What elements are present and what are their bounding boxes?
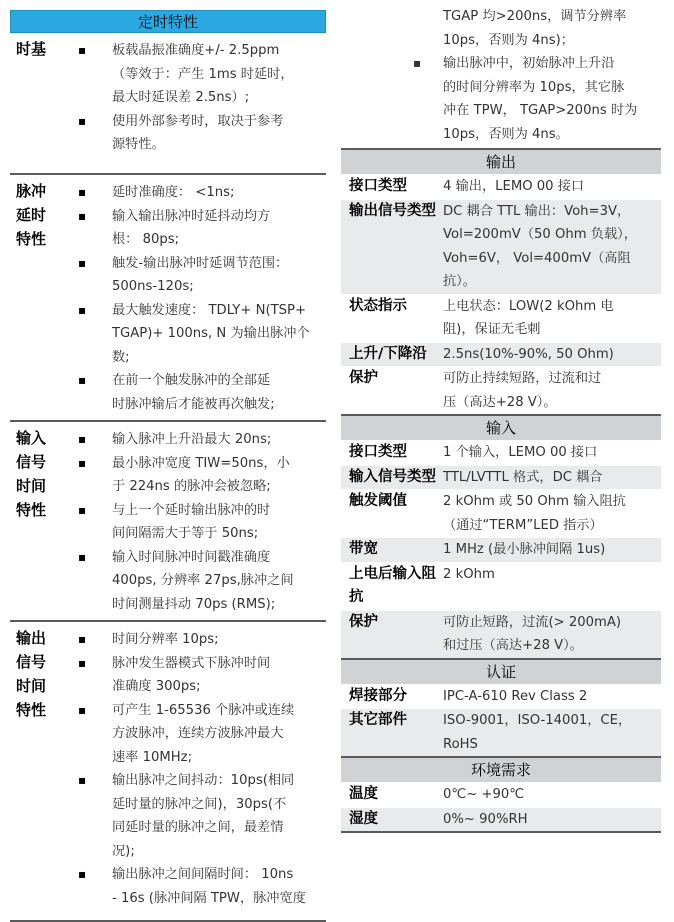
io-spec-table xyxy=(341,150,661,833)
spec-row xyxy=(341,441,661,466)
spec-item-line: ▪ 触发-输出脉冲时延调节范围： xyxy=(112,252,326,276)
section-label: 输入信号时间特性 xyxy=(16,429,47,519)
spec-item-line: 数; xyxy=(112,349,130,365)
spec-value xyxy=(443,490,661,537)
spec-section xyxy=(10,175,326,422)
section-label: 时基 xyxy=(16,40,47,58)
spec-key: 保护 xyxy=(349,613,378,630)
spec-value xyxy=(443,295,661,342)
spec-value xyxy=(443,441,661,465)
group-heading: 认证 xyxy=(341,660,661,685)
spec-value-line: 2 kOhm 或 50 Ohm 输入阻抗 xyxy=(443,494,626,509)
spec-section xyxy=(10,622,326,922)
spec-list xyxy=(10,175,326,420)
spec-key: 接口类型 xyxy=(349,178,407,194)
spec-key: 输入信号类型 xyxy=(349,468,436,485)
spec-value xyxy=(443,538,661,562)
spec-row xyxy=(341,563,661,611)
spec-item-line: ▪ 脉冲发生器模式下脉冲时间 xyxy=(112,652,326,676)
spec-value-line: 压（高达+28 V）。 xyxy=(443,394,557,410)
spec-value-line: TTL/LVTTL 格式，DC 耦合 xyxy=(443,469,603,485)
spec-item-line: ▪ 时间分辨率 10ps; xyxy=(112,628,326,652)
spec-value xyxy=(443,175,661,199)
spec-value xyxy=(443,808,661,832)
group-heading: 输入 xyxy=(341,416,661,441)
spec-value-line: 上电状态：LOW(2 kOhm 电 xyxy=(443,298,614,314)
spec-value-line: 1 MHz (最小脉冲间隔 1us) xyxy=(443,542,606,557)
spec-row xyxy=(341,808,661,834)
group-heading: 环境需求 xyxy=(341,758,661,783)
spec-item-line: ▪ 延时准确度： <1ns; xyxy=(112,181,326,205)
spec-row xyxy=(341,295,661,343)
spec-row xyxy=(341,466,661,491)
spec-item-line: 于 224ns 的脉冲会被忽略; xyxy=(112,479,271,494)
spec-key: 湿度 xyxy=(349,810,378,827)
spec-item-line: ▪ 输入输出脉冲时延抖动均方 xyxy=(112,205,326,229)
spec-value xyxy=(443,200,661,294)
spec-key: 焊接部分 xyxy=(349,687,407,704)
spec-item-line: ▪ 输入时间脉冲时间戳准确度 xyxy=(112,546,326,570)
spec-section xyxy=(10,422,326,622)
spec-item-line: 况); xyxy=(112,843,135,859)
spec-list xyxy=(10,33,326,161)
spec-item-line: 同延时量的脉冲之间，最差情 xyxy=(112,820,284,835)
spec-value-line: RoHS xyxy=(443,736,478,752)
timing-spec-column xyxy=(10,10,326,906)
spec-value xyxy=(443,783,661,807)
output-timing-continued xyxy=(341,0,661,150)
spec-value xyxy=(443,343,661,367)
spec-value-line: 0%~ 90%RH xyxy=(443,811,528,827)
spec-value-line: 4 输出，LEMO 00 接口 xyxy=(443,179,585,194)
spec-row xyxy=(341,538,661,563)
spec-row xyxy=(341,200,661,295)
spec-item-line: ▪ 输入脉冲上升沿最大 20ns; xyxy=(112,428,326,452)
spec-item-line: （等效于：产生 1ms 时延时， xyxy=(112,66,294,82)
spec-value xyxy=(443,611,661,658)
spec-value-line: （通过“TERM”LED 指示） xyxy=(443,517,603,533)
spec-item-line: 根： 80ps; xyxy=(112,232,180,247)
spec-value-line: 阻)，保证无毛刺 xyxy=(443,322,541,337)
spec-list xyxy=(10,422,326,620)
spec-value-line: Voh=6V， Vol=400mV（高阻 xyxy=(443,250,631,266)
spec-value-line: DC 耦合 TTL 输出：Voh=3V， xyxy=(443,203,631,219)
spec-item-line: ▪ 可产生 1-65536 个脉冲或连续 xyxy=(112,699,326,723)
spec-value xyxy=(443,709,661,756)
spec-key: 接口类型 xyxy=(349,444,407,460)
spec-key: 带宽 xyxy=(349,541,378,557)
spec-item-line: ▪ 最大触发速度： TDLY+ N(TSP+ xyxy=(112,299,326,323)
spec-section xyxy=(10,33,326,175)
spec-value-line: 抗）。 xyxy=(443,274,476,289)
spec-item-line: 源特性。 xyxy=(112,137,165,152)
spec-item-line: ▪ 输出脉冲之间抖动：10ps(相同 xyxy=(112,769,326,793)
spec-item-line: ▪ 板载晶振准确度+/- 2.5ppm xyxy=(112,39,326,63)
spec-item-line: TGAP 均>200ns，调节分辨率 xyxy=(443,9,627,24)
spec-item-line: 速率 10MHz; xyxy=(112,749,193,765)
spec-key: 状态指示 xyxy=(349,297,407,314)
spec-item-line: ▪ 与上一个延时输出脉冲的时 xyxy=(112,499,326,523)
spec-value xyxy=(443,466,661,490)
spec-item-line: 方波脉冲，连续方波脉冲最大 xyxy=(112,726,284,741)
spec-item-line: 10ps，否则为 4ns)； xyxy=(443,32,574,48)
spec-value-line: 1 个输入，LEMO 00 接口 xyxy=(443,445,598,460)
spec-value-line: 可防止短路，过流(> 200mA) xyxy=(443,614,622,630)
spec-key: 其它部件 xyxy=(349,712,407,728)
timing-sections xyxy=(10,33,326,922)
spec-item-line: - 16s (脉冲间隔 TPW，脉冲宽度 xyxy=(112,890,306,906)
spec-key: 触发阈值 xyxy=(349,493,407,509)
spec-row xyxy=(341,490,661,538)
spec-item-line: 400ps, 分辨率 27ps,脉冲之间 xyxy=(112,573,294,588)
spec-value-line: 2 kOhm xyxy=(443,566,495,582)
continued-list xyxy=(341,0,661,146)
spec-item-line: 冲在 TPW， TGAP>200ns 时为 xyxy=(443,103,638,118)
spec-row xyxy=(341,611,661,660)
spec-value-line: 和过压（高达+28 V）。 xyxy=(443,638,583,653)
timing-spec-title: 定时特性 xyxy=(10,10,326,33)
spec-key: 保护 xyxy=(349,370,378,386)
spec-row xyxy=(341,709,661,758)
section-label: 脉冲延时特性 xyxy=(16,182,47,248)
spec-value xyxy=(443,685,661,709)
spec-item-line: TGAP)+ 100ns, N 为输出脉冲个 xyxy=(112,326,310,341)
spec-item-line: ▪ 输出脉冲中，初始脉冲上升沿 xyxy=(443,52,661,76)
spec-value xyxy=(443,563,661,610)
spec-item-line: 时间测量抖动 70ps (RMS); xyxy=(112,596,276,612)
spec-value-line: Vol=200mV（50 Ohm 负载）， xyxy=(443,227,637,242)
spec-row xyxy=(341,685,661,710)
spec-item-line: 500ns-120s; xyxy=(112,279,194,294)
spec-item-line: 准确度 300ps; xyxy=(112,679,201,694)
spec-value-line: ISO-9001，ISO-14001，CE， xyxy=(443,713,632,728)
spec-item-line: ▪ 使用外部参考时，取决于参考 xyxy=(112,110,326,134)
spec-item-line: 间间隔需大于等于 50ns; xyxy=(112,526,259,541)
spec-item-line: 延时量的脉冲之间)，30ps(不 xyxy=(112,796,287,812)
spec-row xyxy=(341,783,661,808)
spec-value-line: 2.5ns(10%-90%, 50 Ohm) xyxy=(443,346,614,362)
spec-item-line: 最大时延误差 2.5ns）; xyxy=(112,90,250,105)
spec-item-line: 的时间分辨率为 10ps，其它脉 xyxy=(443,79,625,95)
spec-value-line: 可防止持续短路，过流和过 xyxy=(443,371,602,386)
spec-value xyxy=(443,367,661,414)
spec-row xyxy=(341,175,661,200)
spec-item-line: ▪ 在前一个触发脉冲的全部延 xyxy=(112,369,326,393)
spec-item-line: ▪ 最小脉冲宽度 TIW=50ns，小 xyxy=(112,452,326,476)
spec-value-line: 0℃~ +90℃ xyxy=(443,787,525,802)
spec-item-line: 10ps，否则为 4ns。 xyxy=(443,126,569,142)
spec-key: 输出信号类型 xyxy=(349,202,436,219)
io-spec-column xyxy=(341,0,661,882)
spec-list xyxy=(10,622,326,914)
spec-key: 上升/下降沿 xyxy=(349,345,427,362)
spec-item-line: ▪ 输出脉冲之间间隔时间： 10ns xyxy=(112,863,326,887)
spec-value-line: IPC-A-610 Rev Class 2 xyxy=(443,688,588,704)
spec-key: 上电后输入阻抗 xyxy=(349,565,436,605)
group-heading: 输出 xyxy=(341,150,661,175)
spec-row xyxy=(341,367,661,416)
spec-item-line: 时脉冲输后才能被再次触发; xyxy=(112,396,275,412)
spec-key: 温度 xyxy=(349,786,378,802)
spec-row xyxy=(341,343,661,368)
section-label: 输出信号时间特性 xyxy=(16,629,47,719)
